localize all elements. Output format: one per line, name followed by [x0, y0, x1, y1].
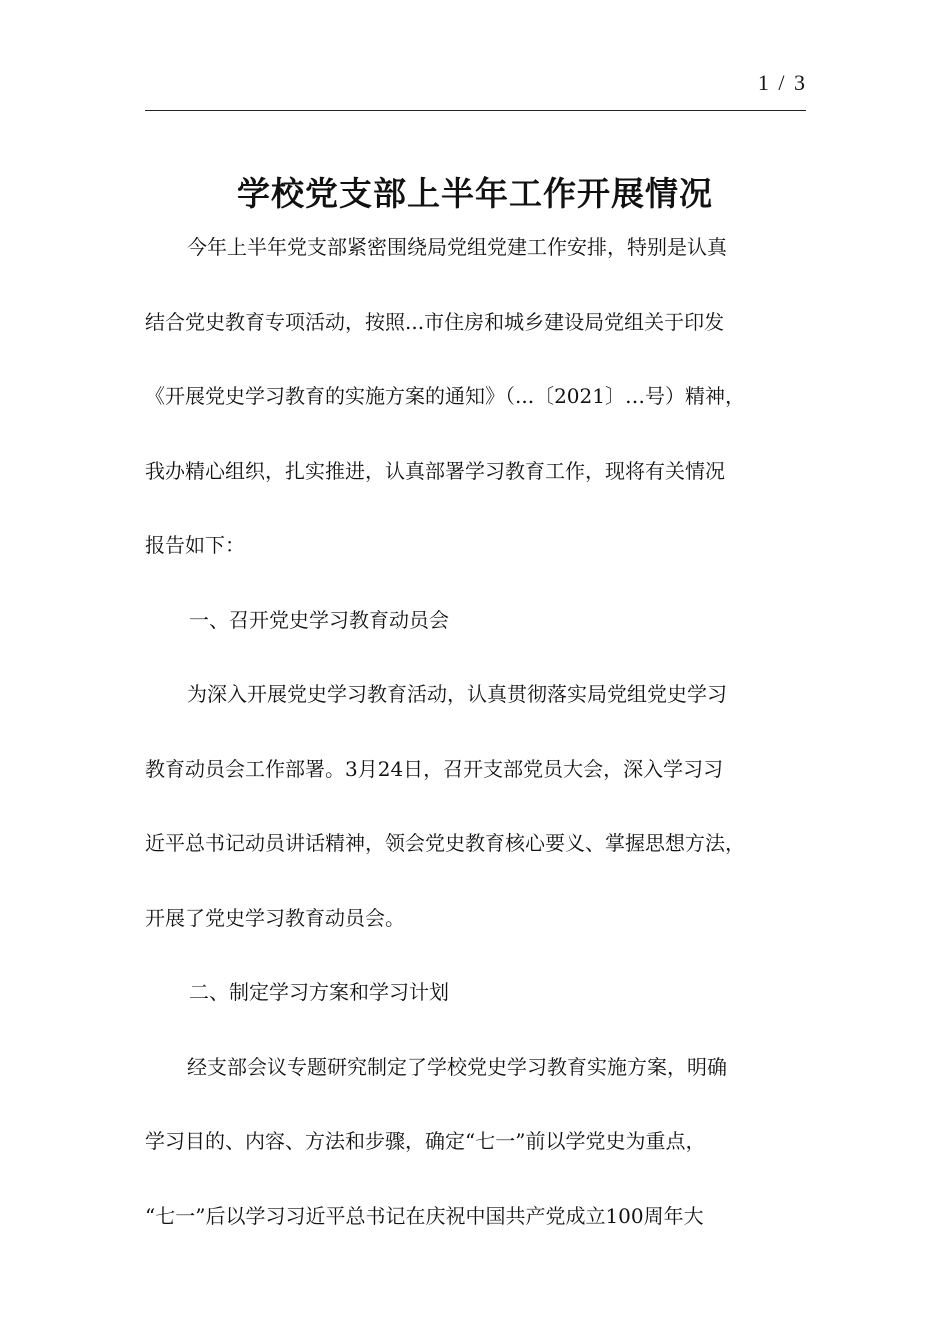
- section-heading-1: 一、召开党史学习教育动员会: [189, 607, 449, 632]
- page-number: 1 / 3: [757, 70, 807, 95]
- section-heading-2: 二、制定学习方案和学习计划: [189, 980, 449, 1004]
- text-line: 为深入开展党史学习教育活动，认真贯彻落实局党组党史学习: [187, 682, 727, 706]
- header-rule: [145, 110, 806, 111]
- text-line: 《开展党史学习教育的实施方案的通知》（...〔2021〕…号）精神，: [145, 384, 745, 408]
- text-line: 结合党史教育专项活动，按照...市住房和城乡建设局党组关于印发: [145, 309, 725, 334]
- paragraph-intro: [145, 210, 810, 583]
- text-line: 经支部会议专题研究制定了学校党史学习教育实施方案，明确: [187, 1054, 727, 1079]
- text-line: 今年上半年党支部紧密围绕局党组党建工作安排，特别是认真: [187, 235, 727, 259]
- text-line: 学习目的、内容、方法和步骤，确定“七一”前以学党史为重点，: [145, 1129, 706, 1153]
- paragraph-section-2: [145, 1030, 810, 1254]
- text-line: 我办精心组织，扎实推进，认真部署学习教育工作，现将有关情况: [145, 458, 725, 483]
- text-line: 开展了党史学习教育动员会。: [145, 905, 405, 930]
- text-line: 近平总书记动员讲话精神，领会党史教育核心要义、掌握思想方法，: [145, 831, 745, 855]
- document-body: [145, 210, 810, 1253]
- document-title: 学校党支部上半年工作开展情况: [237, 174, 713, 213]
- paragraph-section-1: [145, 657, 810, 955]
- text-line: “七一”后以学习习近平总书记在庆祝中国共产党成立100周年大: [145, 1203, 704, 1228]
- text-line: 报告如下：: [145, 533, 245, 557]
- text-line: 教育动员会工作部署。3月24日，召开支部党员大会，深入学习习: [145, 756, 724, 781]
